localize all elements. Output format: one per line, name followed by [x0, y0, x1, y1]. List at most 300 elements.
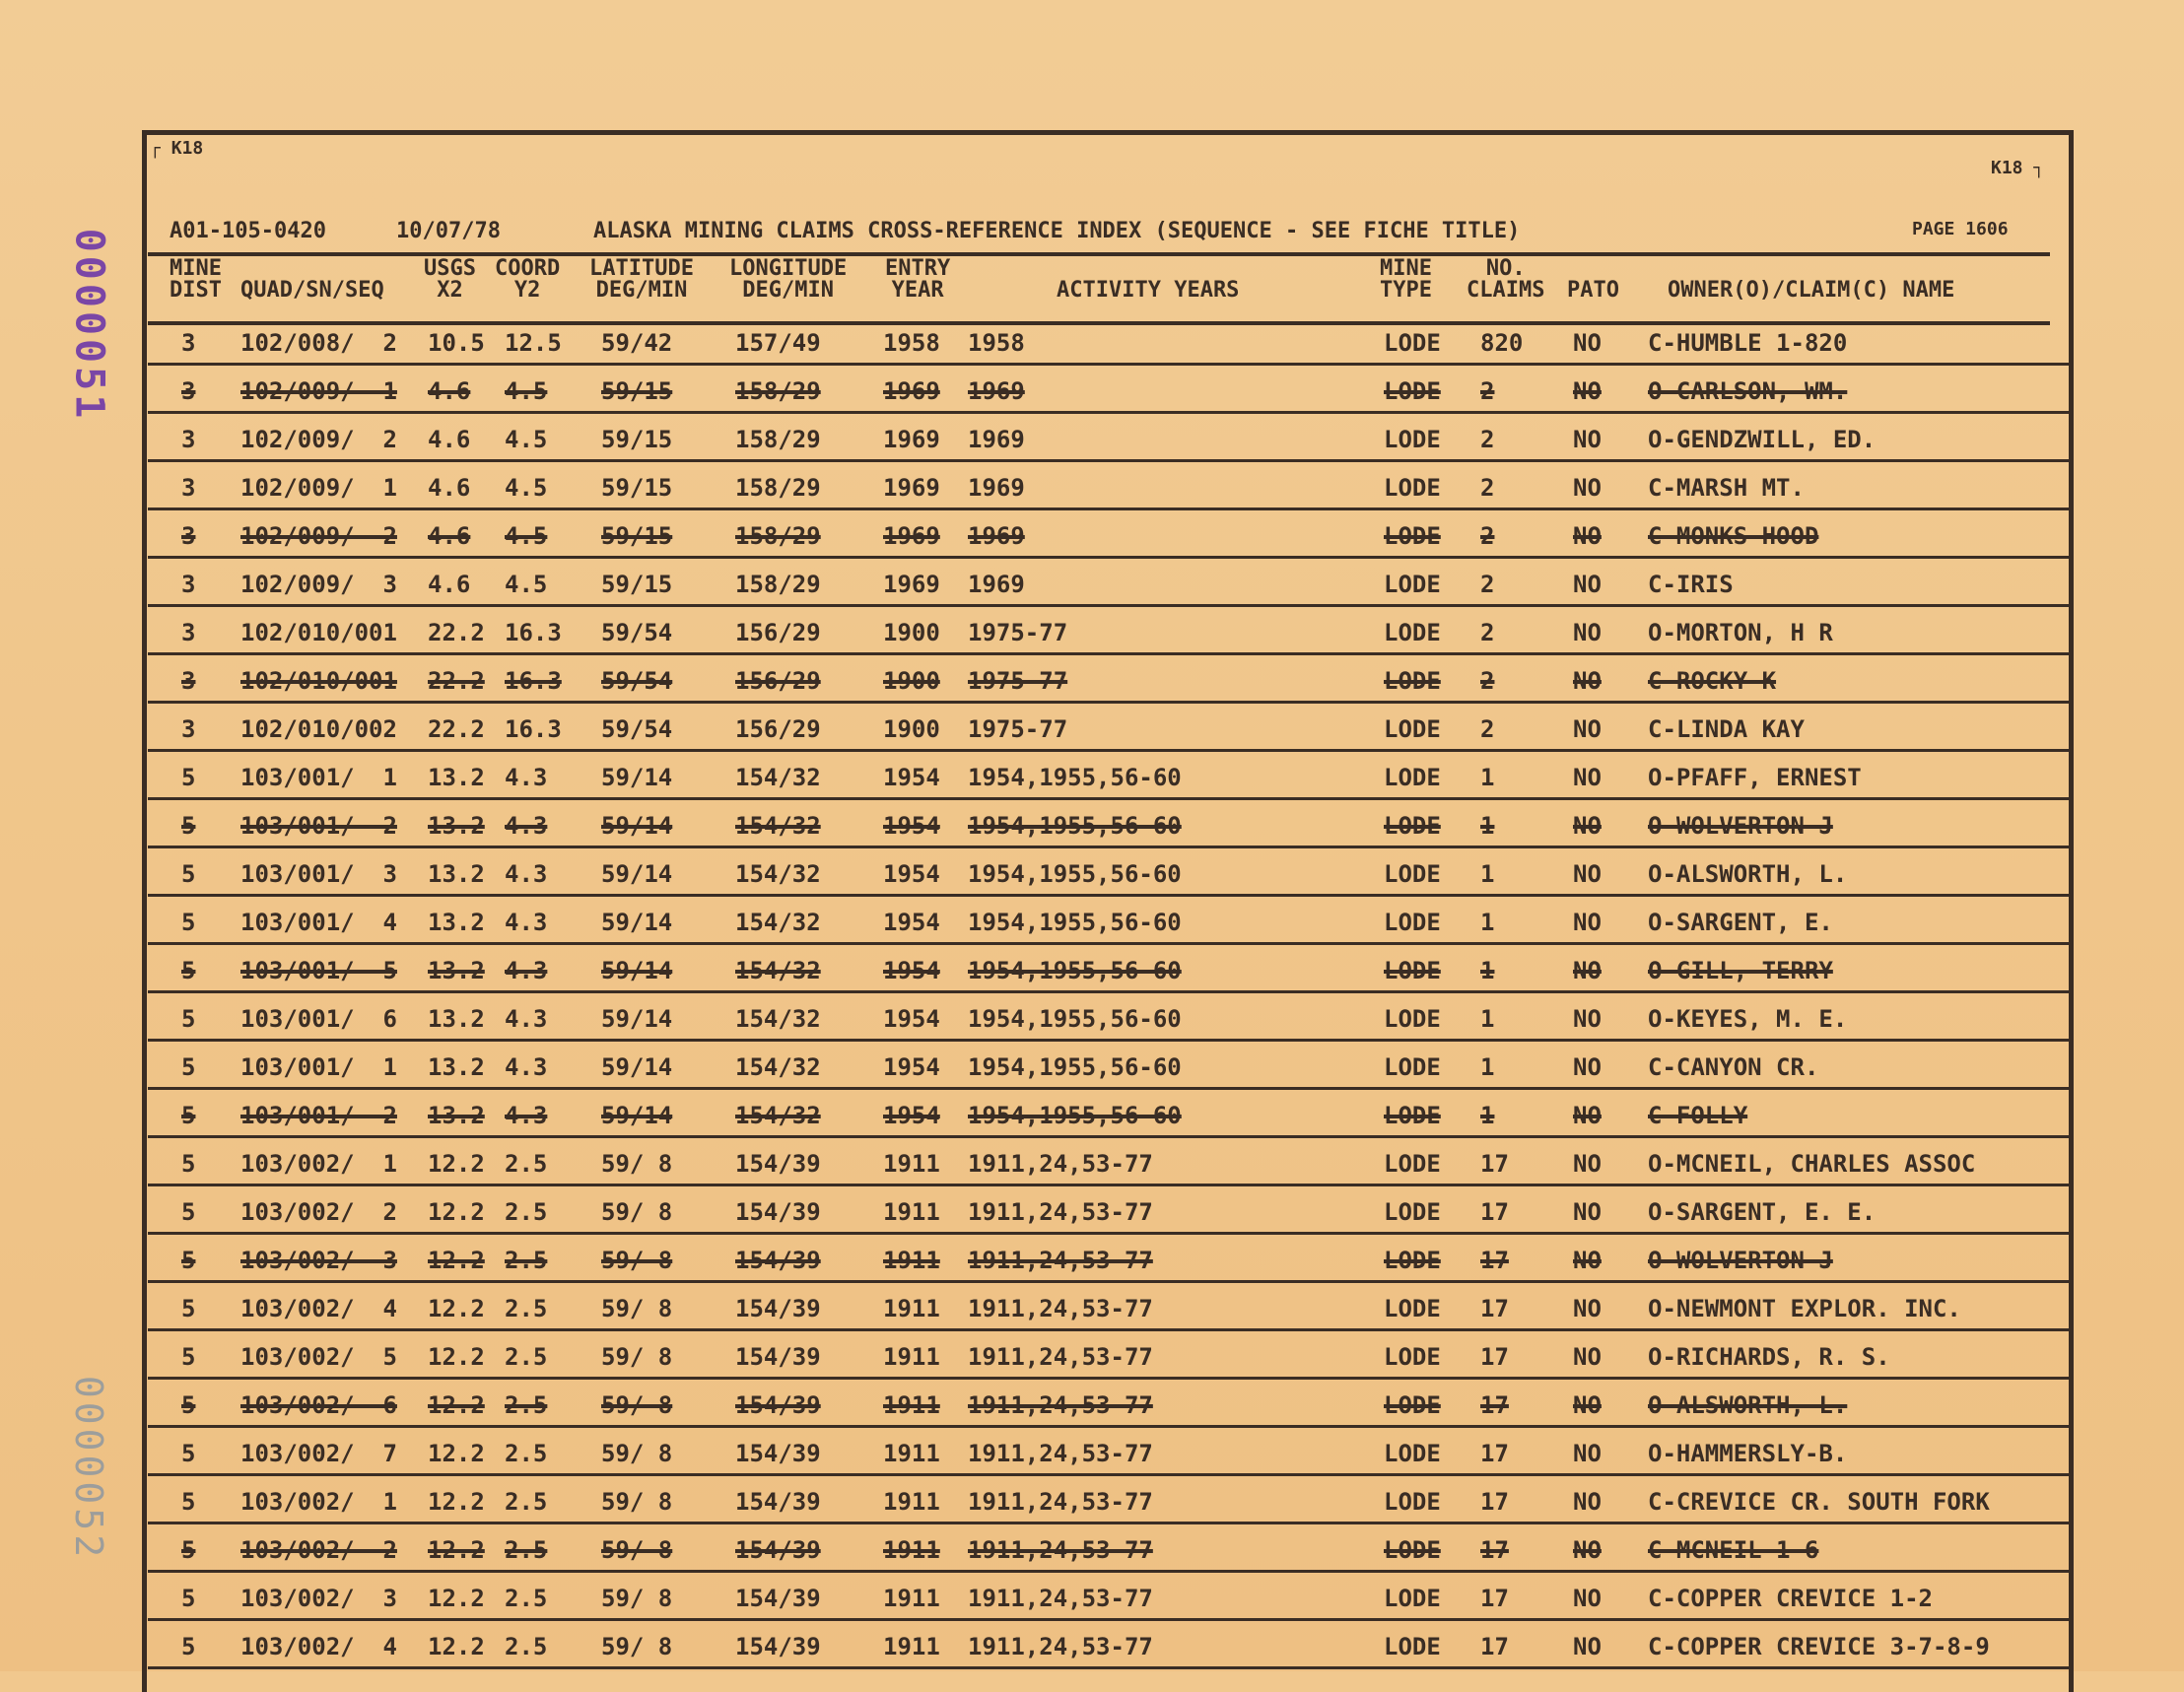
cell-pato: NO [1573, 1488, 1602, 1516]
cell-pato: NO [1573, 1053, 1602, 1081]
cell-claims: 17 [1480, 1343, 1509, 1371]
cell-claims: 2 [1480, 667, 1495, 695]
cell-owner: O-WOLVERTON-J [1648, 1247, 1833, 1274]
cell-entry: 1969 [883, 571, 940, 598]
cell-activity: 1911,24,53-77 [968, 1150, 1153, 1178]
cell-pato: NO [1573, 715, 1602, 743]
cell-quad: 103/002/ 6 [240, 1391, 397, 1419]
cell-lon: 156/29 [735, 715, 821, 743]
cell-owner: C-MONKS HOOD [1648, 522, 1819, 550]
cell-claims: 1 [1480, 1102, 1495, 1129]
cell-x2: 4.6 [428, 377, 471, 405]
cell-y2: 4.5 [505, 377, 548, 405]
cell-quad: 103/001/ 4 [240, 909, 397, 936]
cell-type: LODE [1384, 1343, 1441, 1371]
table-row [170, 655, 2042, 704]
cell-dist: 3 [181, 426, 196, 453]
cell-claims: 17 [1480, 1198, 1509, 1226]
cell-dist: 3 [181, 377, 196, 405]
cell-x2: 12.2 [428, 1633, 485, 1660]
cell-type: LODE [1384, 1198, 1441, 1226]
cell-dist: 3 [181, 619, 196, 646]
cell-pato: NO [1573, 1633, 1602, 1660]
cell-quad: 103/002/ 1 [240, 1488, 397, 1516]
cell-owner: O-SARGENT, E. [1648, 909, 1833, 936]
cell-x2: 13.2 [428, 860, 485, 888]
cell-quad: 102/009/ 1 [240, 377, 397, 405]
cell-owner: O-MORTON, H R [1648, 619, 1833, 646]
cell-x2: 4.6 [428, 522, 471, 550]
cell-dist: 5 [181, 909, 196, 936]
report-title: ALASKA MINING CLAIMS CROSS-REFERENCE INDEX (SEQUENCE - SEE FICHE TITLE) [593, 219, 1521, 243]
cell-y2: 4.3 [505, 909, 548, 936]
cell-entry: 1954 [883, 764, 940, 791]
col-mine-type: MINE TYPE [1380, 256, 1432, 303]
cell-activity: 1975-77 [968, 715, 1068, 743]
table-row [170, 366, 2042, 414]
cell-x2: 12.2 [428, 1343, 485, 1371]
cell-owner: C-CREVICE CR. SOUTH FORK [1648, 1488, 1990, 1516]
cell-activity: 1954,1955,56-60 [968, 909, 1182, 936]
cell-claims: 1 [1480, 909, 1495, 936]
cell-pato: NO [1573, 329, 1602, 357]
cell-activity: 1954,1955,56-60 [968, 957, 1182, 984]
cell-activity: 1954,1955,56-60 [968, 1005, 1182, 1033]
cell-lat: 59/ 8 [601, 1247, 673, 1274]
cell-y2: 4.3 [505, 764, 548, 791]
cell-claims: 1 [1480, 1005, 1495, 1033]
cell-lat: 59/14 [601, 909, 673, 936]
cell-y2: 4.3 [505, 812, 548, 840]
cell-lon: 154/39 [735, 1440, 821, 1467]
cell-entry: 1900 [883, 667, 940, 695]
cell-claims: 17 [1480, 1488, 1509, 1516]
cell-owner: O-CARLSON, WM. [1648, 377, 1848, 405]
cell-x2: 22.2 [428, 619, 485, 646]
cell-quad: 102/010/001 [240, 667, 397, 695]
cell-pato: NO [1573, 1150, 1602, 1178]
cell-pato: NO [1573, 764, 1602, 791]
table-row [170, 1621, 2042, 1669]
cell-dist: 5 [181, 764, 196, 791]
cell-activity: 1911,24,53-77 [968, 1440, 1153, 1467]
cell-type: LODE [1384, 909, 1441, 936]
cell-dist: 5 [181, 1343, 196, 1371]
table-row [170, 414, 2042, 462]
cell-pato: NO [1573, 619, 1602, 646]
claims-table [170, 317, 2042, 1669]
cell-type: LODE [1384, 522, 1441, 550]
cell-lon: 156/29 [735, 619, 821, 646]
cell-y2: 2.5 [505, 1633, 548, 1660]
cell-owner: O-MCNEIL, CHARLES ASSOC [1648, 1150, 1976, 1178]
cell-dist: 5 [181, 812, 196, 840]
cell-activity: 1911,24,53-77 [968, 1633, 1153, 1660]
cell-pato: NO [1573, 1295, 1602, 1322]
cell-activity: 1954,1955,56-60 [968, 812, 1182, 840]
cell-type: LODE [1384, 619, 1441, 646]
cell-lat: 59/15 [601, 571, 673, 598]
cell-lat: 59/ 8 [601, 1585, 673, 1612]
cell-pato: NO [1573, 1536, 1602, 1564]
cell-y2: 4.5 [505, 474, 548, 502]
cell-owner: O-KEYES, M. E. [1648, 1005, 1848, 1033]
table-row [170, 462, 2042, 510]
cell-pato: NO [1573, 426, 1602, 453]
cell-entry: 1911 [883, 1343, 940, 1371]
cell-activity: 1969 [968, 426, 1025, 453]
cell-y2: 2.5 [505, 1295, 548, 1322]
cell-quad: 102/010/002 [240, 715, 397, 743]
cell-lon: 154/32 [735, 812, 821, 840]
col-mine-dist: MINE DIST [170, 256, 222, 303]
cell-type: LODE [1384, 426, 1441, 453]
cell-activity: 1954,1955,56-60 [968, 860, 1182, 888]
cell-type: LODE [1384, 571, 1441, 598]
col-longitude: LONGITUDE DEG/MIN [729, 256, 848, 303]
cell-activity: 1911,24,53-77 [968, 1343, 1153, 1371]
table-row [170, 1186, 2042, 1235]
cell-entry: 1911 [883, 1488, 940, 1516]
cell-lon: 158/29 [735, 377, 821, 405]
page-number: PAGE 1606 [1912, 219, 2009, 239]
cell-pato: NO [1573, 1585, 1602, 1612]
cell-y2: 12.5 [505, 329, 562, 357]
cell-type: LODE [1384, 474, 1441, 502]
cell-pato: NO [1573, 957, 1602, 984]
cell-lat: 59/54 [601, 715, 673, 743]
cell-activity: 1911,24,53-77 [968, 1247, 1153, 1274]
cell-pato: NO [1573, 812, 1602, 840]
cell-entry: 1969 [883, 426, 940, 453]
cell-owner: C-IRIS [1648, 571, 1734, 598]
cell-x2: 13.2 [428, 1102, 485, 1129]
cell-lat: 59/54 [601, 619, 673, 646]
cell-lon: 158/29 [735, 571, 821, 598]
cell-quad: 103/001/ 2 [240, 1102, 397, 1129]
cell-dist: 3 [181, 667, 196, 695]
cell-entry: 1900 [883, 619, 940, 646]
cell-x2: 13.2 [428, 909, 485, 936]
cell-owner: O-PFAFF, ERNEST [1648, 764, 1862, 791]
col-activity-years: ACTIVITY YEARS [1057, 278, 1240, 303]
cell-type: LODE [1384, 377, 1441, 405]
cell-dist: 5 [181, 1053, 196, 1081]
cell-owner: C-MARSH MT. [1648, 474, 1805, 502]
report-date: 10/07/78 [396, 219, 501, 243]
cell-lon: 154/39 [735, 1295, 821, 1322]
table-row [170, 897, 2042, 945]
cell-dist: 5 [181, 1488, 196, 1516]
cell-lon: 154/32 [735, 860, 821, 888]
cell-type: LODE [1384, 957, 1441, 984]
cell-entry: 1911 [883, 1633, 940, 1660]
cell-dist: 5 [181, 1633, 196, 1660]
cell-entry: 1954 [883, 1102, 940, 1129]
cell-owner: C-HUMBLE 1-820 [1648, 329, 1848, 357]
cell-quad: 102/010/001 [240, 619, 397, 646]
cell-pato: NO [1573, 667, 1602, 695]
cell-lon: 154/39 [735, 1150, 821, 1178]
cell-quad: 102/009/ 2 [240, 426, 397, 453]
cell-lon: 154/32 [735, 909, 821, 936]
cell-activity: 1911,24,53-77 [968, 1391, 1153, 1419]
table-row [170, 1331, 2042, 1380]
cell-pato: NO [1573, 1247, 1602, 1274]
cell-x2: 13.2 [428, 957, 485, 984]
cell-owner: C-COPPER CREVICE 1-2 [1648, 1585, 1933, 1612]
cell-pato: NO [1573, 1005, 1602, 1033]
cell-owner: O-HAMMERSLY-B. [1648, 1440, 1848, 1467]
cell-quad: 103/001/ 1 [240, 1053, 397, 1081]
cell-lat: 59/ 8 [601, 1295, 673, 1322]
cell-claims: 1 [1480, 812, 1495, 840]
cell-owner: C-ROCKY K [1648, 667, 1777, 695]
cell-quad: 102/009/ 1 [240, 474, 397, 502]
cell-lat: 59/54 [601, 667, 673, 695]
col-entry-year: ENTRY YEAR [885, 256, 951, 303]
cell-quad: 102/008/ 2 [240, 329, 397, 357]
cell-pato: NO [1573, 860, 1602, 888]
cell-lon: 154/32 [735, 1005, 821, 1033]
table-row [170, 1476, 2042, 1524]
cell-quad: 103/002/ 5 [240, 1343, 397, 1371]
cell-type: LODE [1384, 1440, 1441, 1467]
table-row [170, 607, 2042, 655]
cell-type: LODE [1384, 764, 1441, 791]
cell-x2: 4.6 [428, 571, 471, 598]
cell-activity: 1969 [968, 571, 1025, 598]
col-x2: USGS X2 [424, 256, 476, 303]
cell-pato: NO [1573, 474, 1602, 502]
cell-type: LODE [1384, 1150, 1441, 1178]
cell-y2: 2.5 [505, 1440, 548, 1467]
cell-type: LODE [1384, 1488, 1441, 1516]
col-pato: PATO [1567, 278, 1619, 303]
cell-y2: 4.3 [505, 1005, 548, 1033]
cell-type: LODE [1384, 1247, 1441, 1274]
cell-quad: 103/002/ 3 [240, 1247, 397, 1274]
cell-quad: 103/002/ 1 [240, 1150, 397, 1178]
cell-type: LODE [1384, 860, 1441, 888]
cell-dist: 3 [181, 522, 196, 550]
cell-type: LODE [1384, 1053, 1441, 1081]
cell-lon: 154/39 [735, 1488, 821, 1516]
cell-y2: 16.3 [505, 715, 562, 743]
cell-activity: 1911,24,53-77 [968, 1488, 1153, 1516]
cell-lat: 59/ 8 [601, 1536, 673, 1564]
cell-owner: O-ALSWORTH, L. [1648, 860, 1848, 888]
cell-claims: 2 [1480, 474, 1495, 502]
cell-activity: 1911,24,53-77 [968, 1198, 1153, 1226]
cell-type: LODE [1384, 1536, 1441, 1564]
cell-dist: 3 [181, 329, 196, 357]
cell-lat: 59/ 8 [601, 1150, 673, 1178]
cell-entry: 1954 [883, 1053, 940, 1081]
cell-entry: 1954 [883, 1005, 940, 1033]
cell-type: LODE [1384, 715, 1441, 743]
cell-x2: 13.2 [428, 812, 485, 840]
report-id: A01-105-0420 [170, 219, 326, 243]
cell-x2: 12.2 [428, 1536, 485, 1564]
table-row [170, 317, 2042, 366]
cell-activity: 1911,24,53-77 [968, 1585, 1153, 1612]
cell-lat: 59/15 [601, 522, 673, 550]
cell-lat: 59/15 [601, 474, 673, 502]
cell-entry: 1911 [883, 1295, 940, 1322]
cell-owner: O-RICHARDS, R. S. [1648, 1343, 1890, 1371]
cell-pato: NO [1573, 1102, 1602, 1129]
cell-owner: O-ALSWORTH, L. [1648, 1391, 1848, 1419]
cell-lon: 154/39 [735, 1633, 821, 1660]
cell-pato: NO [1573, 1198, 1602, 1226]
cell-y2: 2.5 [505, 1198, 548, 1226]
cell-claims: 2 [1480, 426, 1495, 453]
cell-owner: O-NEWMONT EXPLOR. INC. [1648, 1295, 1961, 1322]
cell-claims: 17 [1480, 1536, 1509, 1564]
cell-activity: 1954,1955,56-60 [968, 764, 1182, 791]
cell-entry: 1954 [883, 909, 940, 936]
cell-activity: 1954,1955,56-60 [968, 1053, 1182, 1081]
cell-claims: 17 [1480, 1150, 1509, 1178]
corner-mark-left: ┌ K18 [150, 138, 204, 159]
cell-owner: C-FOLLY [1648, 1102, 1748, 1129]
cell-quad: 103/001/ 2 [240, 812, 397, 840]
cell-claims: 2 [1480, 377, 1495, 405]
cell-x2: 4.6 [428, 426, 471, 453]
cell-dist: 5 [181, 1295, 196, 1322]
cell-dist: 5 [181, 1198, 196, 1226]
cell-quad: 102/009/ 2 [240, 522, 397, 550]
cell-lat: 59/ 8 [601, 1198, 673, 1226]
cell-y2: 4.5 [505, 522, 548, 550]
cell-claims: 2 [1480, 571, 1495, 598]
cell-y2: 2.5 [505, 1536, 548, 1564]
cell-lat: 59/42 [601, 329, 673, 357]
cell-owner: C-CANYON CR. [1648, 1053, 1819, 1081]
cell-owner: O-SARGENT, E. E. [1648, 1198, 1877, 1226]
table-row [170, 1090, 2042, 1138]
cell-pato: NO [1573, 909, 1602, 936]
cell-activity: 1975-77 [968, 619, 1068, 646]
cell-lon: 158/29 [735, 426, 821, 453]
table-row [170, 559, 2042, 607]
cell-lon: 156/29 [735, 667, 821, 695]
cell-lat: 59/14 [601, 1053, 673, 1081]
cell-type: LODE [1384, 1391, 1441, 1419]
cell-entry: 1900 [883, 715, 940, 743]
cell-entry: 1911 [883, 1150, 940, 1178]
cell-type: LODE [1384, 1585, 1441, 1612]
cell-dist: 3 [181, 715, 196, 743]
cell-y2: 4.3 [505, 860, 548, 888]
cell-pato: NO [1573, 571, 1602, 598]
cell-claims: 17 [1480, 1295, 1509, 1322]
table-row [170, 510, 2042, 559]
cell-lon: 154/39 [735, 1198, 821, 1226]
cell-owner: C-LINDA KAY [1648, 715, 1805, 743]
frame-number-stamp-faded: 0000052 [67, 1375, 110, 1562]
table-row [170, 1573, 2042, 1621]
cell-claims: 17 [1480, 1585, 1509, 1612]
table-row [170, 704, 2042, 752]
col-no-claims: NO. CLAIMS [1467, 256, 1545, 303]
cell-dist: 5 [181, 1150, 196, 1178]
cell-x2: 10.5 [428, 329, 485, 357]
cell-x2: 12.2 [428, 1198, 485, 1226]
cell-dist: 5 [181, 1585, 196, 1612]
cell-dist: 5 [181, 1005, 196, 1033]
table-row [170, 1138, 2042, 1186]
cell-claims: 820 [1480, 329, 1524, 357]
cell-y2: 2.5 [505, 1585, 548, 1612]
table-row [170, 1380, 2042, 1428]
cell-activity: 1969 [968, 522, 1025, 550]
cell-claims: 2 [1480, 619, 1495, 646]
cell-y2: 16.3 [505, 667, 562, 695]
cell-activity: 1954,1955,56-60 [968, 1102, 1182, 1129]
cell-activity: 1958 [968, 329, 1025, 357]
cell-lat: 59/14 [601, 860, 673, 888]
cell-entry: 1954 [883, 860, 940, 888]
cell-pato: NO [1573, 1440, 1602, 1467]
cell-dist: 3 [181, 571, 196, 598]
cell-lat: 59/ 8 [601, 1343, 673, 1371]
cell-entry: 1958 [883, 329, 940, 357]
cell-quad: 103/002/ 2 [240, 1536, 397, 1564]
cell-lon: 154/32 [735, 1053, 821, 1081]
table-row [170, 848, 2042, 897]
cell-lat: 59/14 [601, 1005, 673, 1033]
cell-lon: 157/49 [735, 329, 821, 357]
cell-dist: 5 [181, 1536, 196, 1564]
cell-quad: 103/002/ 4 [240, 1633, 397, 1660]
cell-entry: 1911 [883, 1536, 940, 1564]
cell-x2: 12.2 [428, 1247, 485, 1274]
cell-activity: 1975-77 [968, 667, 1068, 695]
cell-lat: 59/15 [601, 377, 673, 405]
col-latitude: LATITUDE DEG/MIN [589, 256, 694, 303]
cell-owner: O-GENDZWILL, ED. [1648, 426, 1877, 453]
cell-claims: 17 [1480, 1633, 1509, 1660]
cell-quad: 103/002/ 3 [240, 1585, 397, 1612]
table-row [170, 752, 2042, 800]
cell-claims: 1 [1480, 860, 1495, 888]
cell-quad: 102/009/ 3 [240, 571, 397, 598]
cell-lon: 154/39 [735, 1585, 821, 1612]
cell-x2: 12.2 [428, 1391, 485, 1419]
cell-quad: 103/001/ 5 [240, 957, 397, 984]
cell-lat: 59/14 [601, 957, 673, 984]
cell-type: LODE [1384, 329, 1441, 357]
cell-type: LODE [1384, 1102, 1441, 1129]
cell-claims: 17 [1480, 1440, 1509, 1467]
cell-x2: 22.2 [428, 715, 485, 743]
cell-lat: 59/ 8 [601, 1440, 673, 1467]
cell-claims: 2 [1480, 715, 1495, 743]
cell-owner: O-WOLVERTON-J [1648, 812, 1833, 840]
cell-pato: NO [1573, 377, 1602, 405]
cell-lat: 59/15 [601, 426, 673, 453]
cell-dist: 5 [181, 1391, 196, 1419]
cell-lon: 158/29 [735, 522, 821, 550]
cell-y2: 2.5 [505, 1391, 548, 1419]
cell-type: LODE [1384, 1633, 1441, 1660]
col-y2: COORD Y2 [495, 256, 561, 303]
cell-lon: 154/32 [735, 1102, 821, 1129]
cell-quad: 103/001/ 6 [240, 1005, 397, 1033]
cell-quad: 103/002/ 4 [240, 1295, 397, 1322]
